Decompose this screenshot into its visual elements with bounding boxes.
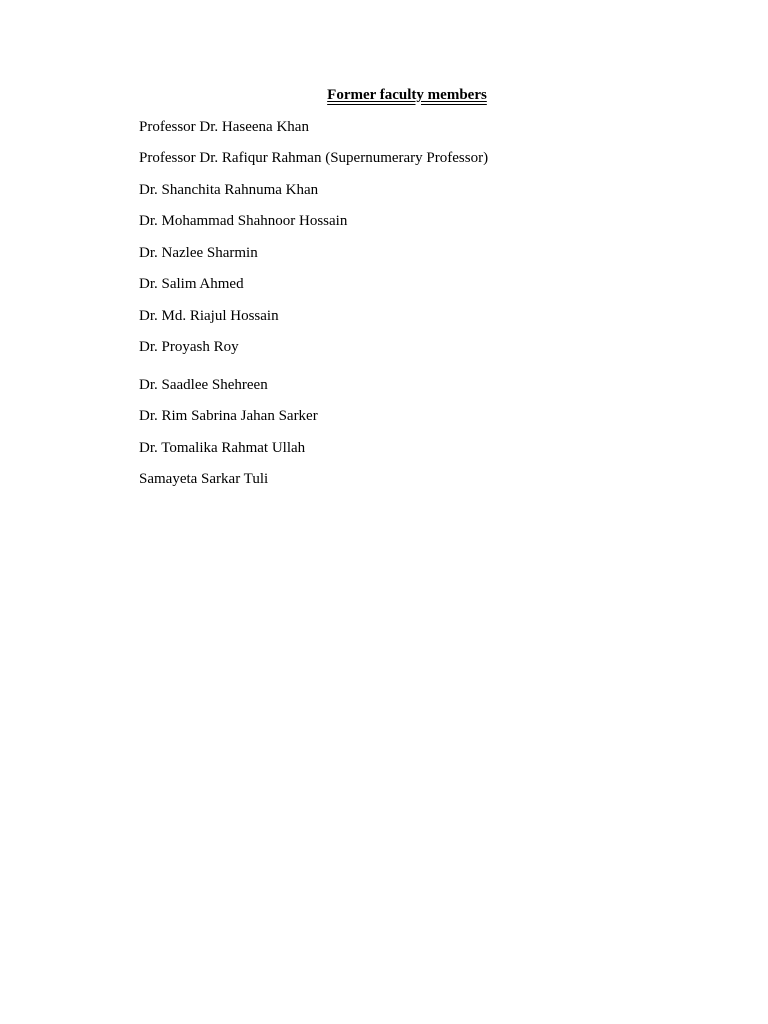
- list-item: Dr. Tomalika Rahmat Ullah: [139, 440, 306, 456]
- list-item: Dr. Md. Riajul Hossain: [139, 308, 279, 324]
- list-item: Dr. Shanchita Rahnuma Khan: [139, 182, 319, 198]
- list-item: Dr. Rim Sabrina Jahan Sarker: [139, 408, 318, 424]
- list-item: Professor Dr. Rafiqur Rahman (Supernumerary Professor): [139, 150, 489, 166]
- list-item: Dr. Salim Ahmed: [139, 276, 244, 292]
- list-item: Dr. Proyash Roy: [139, 339, 239, 355]
- list-item: Dr. Mohammad Shahnoor Hossain: [139, 213, 348, 229]
- list-item: Professor Dr. Haseena Khan: [139, 119, 309, 135]
- list-item: Dr. Saadlee Shehreen: [139, 377, 268, 393]
- page-title: Former faculty members: [327, 87, 487, 103]
- list-item: Samayeta Sarkar Tuli: [139, 471, 269, 487]
- list-item: Dr. Nazlee Sharmin: [139, 245, 258, 261]
